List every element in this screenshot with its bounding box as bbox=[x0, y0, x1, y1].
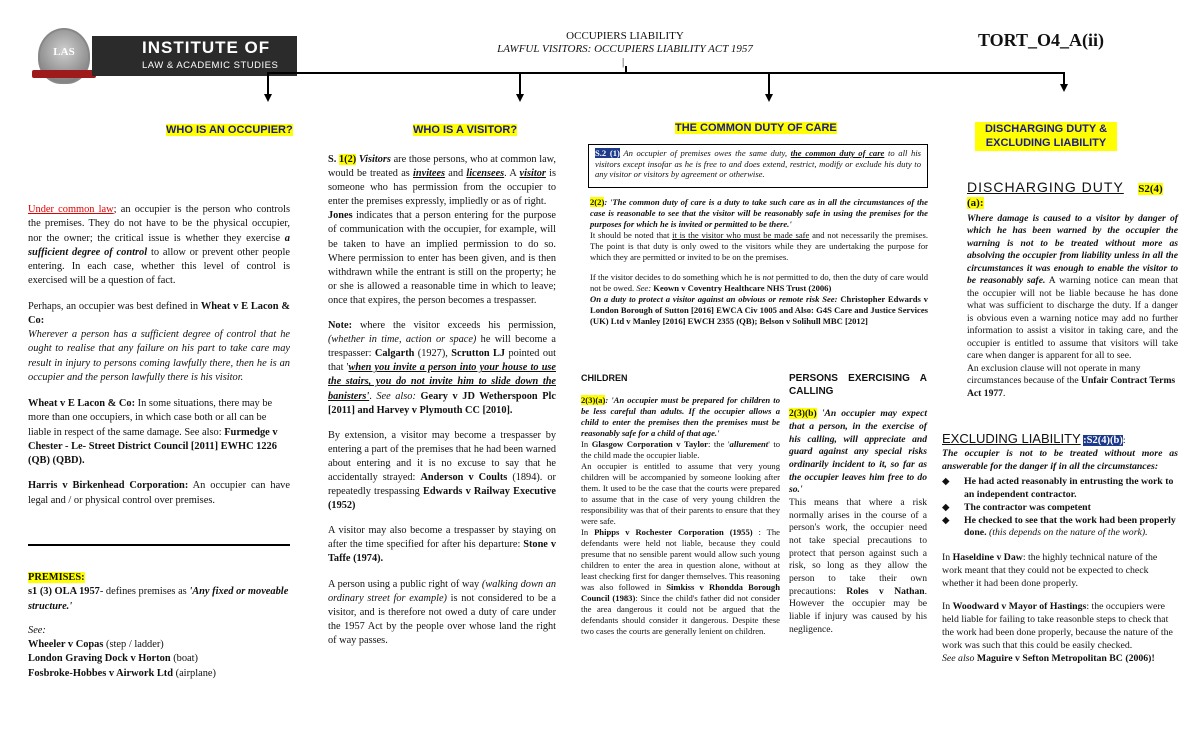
premises-case-1: Wheeler v Copas (step / ladder) bbox=[28, 639, 164, 650]
connector-horizontal bbox=[267, 72, 1064, 74]
bullet-item: ◆ He had acted reasonably in entrusting the work to an independent contractor. bbox=[942, 475, 1174, 500]
premises-case-3: Fosbroke-Hobbes v Airwork Ltd (airplane) bbox=[28, 667, 216, 679]
header-divider: | bbox=[622, 56, 625, 68]
occupier-harris: Harris v Birkenhead Corporation: An occupier can have legal and / or physical control over premises. bbox=[28, 480, 290, 506]
logo-line1: INSTITUTE OF bbox=[142, 38, 271, 57]
column-divider bbox=[28, 544, 290, 546]
doc-code: TORT_O4_A(ii) bbox=[978, 30, 1105, 50]
arrow-head-4 bbox=[1060, 84, 1068, 92]
arrow-line-4 bbox=[1063, 72, 1065, 84]
premises-section bbox=[28, 571, 290, 681]
duty-visitor-safe: It should be noted that it is the visitor who must be made safe and not necessarily the premises. The point is that duty is only owed to the visitors while they are undertaking the purpose for which they are permitted or invited to be on the premises. bbox=[590, 230, 928, 262]
column-visitor bbox=[328, 153, 556, 659]
calling-section bbox=[789, 372, 927, 636]
heading-common-duty: THE COMMON DUTY OF CARE bbox=[675, 122, 837, 134]
common-duty-text bbox=[590, 197, 928, 331]
discharging-ucta: An exclusion clause will not operate in many circumstances because of the Unfair Contract Terms Act 1977. bbox=[967, 362, 1176, 399]
children-glasgow: In Glasgow Corporation v Taylor: the 'allurement' to the child made the occupier liable. bbox=[581, 438, 780, 460]
premises-definition: s1 (3) OLA 1957- defines premises as 'Any fixed or moveable structure.' bbox=[28, 586, 289, 612]
occupier-definition: Under common law; an occupier is the person who controls the premises. They do not have to be the physical occupier, nor the owner; the critical issue is whether they exercise a sufficient degree of control to allow or prevent other people entering. In each case, whether this level of control is exercised will be a question of fact. bbox=[28, 204, 290, 287]
heading-discharging: DISCHARGING DUTY & EXCLUDING LIABILITY bbox=[975, 122, 1117, 151]
arrow-line-1 bbox=[267, 72, 269, 94]
calling-roles: This means that where a risk normally arises in the course of a person's work, the occupier need not take special precautions to protect that person against such a risk, so long as they allow the person to take their own precautions: Roles v Nathan. However the occupier may be liable if injury was caused by his negligence. bbox=[789, 496, 927, 635]
diamond-icon: ◆ bbox=[942, 514, 950, 526]
excluding-ref: :S2(4)(b) bbox=[1083, 435, 1123, 446]
calling-2-3-b: 2(3)(b) 'An occupier may expect that a person, in the exercise of his calling, will appreciate and guard against any special risks ordinarily incident to it, so far as the occupier leaves him free to do so.' bbox=[789, 408, 927, 496]
visitor-right-of-way: A person using a public right of way (walking down an ordinary street for example) is not considered to be a visitor, and is therefore not owed a duty of care under the 1957 Act by the people over whose land the right of way passes. bbox=[328, 578, 557, 646]
excluding-woodward: In Woodward v Mayor of Hastings: the occupiers were held liable for failing to take reasonble steps to check that the work had been done properly, because the nature of the work was such that this could be easily checked. bbox=[942, 601, 1173, 651]
discharging-title: DISCHARGING DUTY bbox=[967, 179, 1124, 195]
excluding-section bbox=[942, 430, 1178, 666]
excluding-intro: The occupier is not to be treated without more as answerable for the danger if in all the circumstances: bbox=[942, 447, 1178, 472]
excluding-title: EXCLUDING LIABILITY bbox=[942, 431, 1081, 446]
arrow-line-3 bbox=[768, 72, 770, 94]
logo-ribbon bbox=[32, 70, 96, 78]
visitor-jones: Jones indicates that a person entering for the purpose of communication with the occupier, for example, will be taken to have an implied permission to do so. Where permission to enter has been given, and is then withdrawn while the entrant is still on the property; he or she is allowed a reasonable time in which to leave; once that expires, the person becomes a trespasser. bbox=[328, 210, 556, 306]
visitor-stays: A visitor may also become a trespasser by staying on after the time specified for after his departure: Stone v Taffe (1974). bbox=[328, 525, 556, 565]
excluding-maguire: See also Maguire v Sefton Metropolitan BC (2006)! bbox=[942, 652, 1155, 664]
children-section bbox=[581, 373, 780, 641]
occupier-multiple: Wheat v E Lacon & Co: In some situations, there may be more than one occupiers, in which case both or all can be liable in respect of the same damage. See also: Furmedge v Chester - Le- Street District Council [2011] EWHC 1226 (QB) (QBD). bbox=[28, 398, 278, 466]
excluding-title-row: EXCLUDING LIABILITY :S2(4)(b): bbox=[942, 431, 1126, 446]
arrow-line-2 bbox=[519, 72, 521, 94]
children-accompanied: An occupier is entitled to assume that very young children will be accompanied by someone looking after them. It used to be the case that the courts were prepared to assume that in the case of very young children the responsibility was that of their parents to ensure that they were safe. bbox=[581, 460, 780, 526]
doc-title: OCCUPIERS LIABILITY bbox=[566, 30, 684, 42]
bullet-item: ◆ The contractor was competent bbox=[942, 501, 1091, 513]
calling-heading: PERSONS EXERCISING A CALLING bbox=[789, 373, 927, 398]
discharging-ref: S2(4)(a): bbox=[967, 183, 1163, 210]
duty-not-permitted: If the visitor decides to do something which he is not permitted to do, then the duty of care would not be owed. See: Keown v Coventry Healthcare NHS Trust (2006) bbox=[590, 272, 929, 293]
discharging-section bbox=[967, 178, 1178, 400]
logo-line2: LAW & ACADEMIC STUDIES bbox=[142, 60, 279, 71]
discharging-title-row bbox=[967, 178, 1178, 211]
duty-box-ref: S.2 (1) bbox=[595, 148, 620, 158]
visitor-warned: By extension, a visitor may become a trespasser by entering a part of the premises that he had been warned about entering and it is no excuse to say that he accidentally strayed: Anderson v Coults (1894). or repeatedly trespassing Edwards v Railway Executive (1952) bbox=[328, 429, 556, 512]
discharging-text: Where damage is caused to a visitor by danger of which he has been warned by the occupier the warning is not to be treated without more as absolving the occupier from liability unless in all the circumstances it was enough to enable the visitor to be reasonably safe. A warning notice can mean that the occupier will not be liable because he has done what was sufficient to discharge the duty. If a danger is obvious even a warning notice may add no further information to assist a visitor in taking care, and the occupier is entitled to assume that visitors will take care when danger is apparent for all to see. bbox=[967, 212, 1178, 362]
duty-box: S.2 (1) An occupier of premises owes the same duty, the common duty of care to all his visitors except insofar as he is free to and does extend, restrict, modify or exclude his duty to any visitor or visitors by agreement or otherwise. bbox=[588, 144, 928, 188]
column-occupier bbox=[28, 203, 290, 519]
duty-obvious-risk: On a duty to protect a visitor against an obvious or remote risk See: Christopher Edwards v London Borough of Sutton [2016] EWCA Civ 1005 and Also: G4S Care and Justice Services (UK) Ltd v Manley [2016] EWCH 2355 (QB); Belson v Solihull MBC [2012] bbox=[590, 294, 928, 326]
heading-visitor: WHO IS A VISITOR? bbox=[413, 124, 518, 136]
logo bbox=[32, 26, 302, 88]
bullet-item: ◆ He checked to see that the work had been properly done. (this depends on the nature of the work). bbox=[942, 514, 1176, 539]
premises-see: See: bbox=[28, 624, 46, 636]
arrow-head-2 bbox=[516, 94, 524, 102]
children-phipps: In Phipps v Rochester Corporation (1955) : The defendants were held not liable, because they could presume that no sensible parent would allow such young children to enter the area in question alone, without at least checking first for danger themselves. This reasoning was also followed in Simkiss v Rhondda Borough Council (1983): Since the child's father did not consider the area dangerous it could not be argued that the defendants should consider it dangerous. Despite these two cases the courts are generally lenient on children. bbox=[581, 526, 780, 636]
premises-case-2: London Graving Dock v Horton (boat) bbox=[28, 653, 199, 665]
diamond-icon: ◆ bbox=[942, 501, 950, 513]
excluding-bullets bbox=[942, 476, 1178, 541]
visitor-exceeds: Note: where the visitor exceeds his permission, (whether in time, action or space) he will become a trespasser: Calgarth (1927), Scrutton LJ pointed out that 'when you invite a person into your house to use the stairs, you do not invite him to slide down the banisters'. See also: Geary v JD Wetherspoon Plc [2011] and Harvey v Plymouth CC [2010]. bbox=[328, 320, 556, 416]
diamond-icon: ◆ bbox=[942, 475, 950, 487]
premises-label: PREMISES: bbox=[28, 572, 85, 583]
heading-occupier: WHO IS AN OCCUPIER? bbox=[166, 124, 293, 136]
occupier-wheat: Perhaps, an occupier was best defined in Wheat v E Lacon & Co: Wherever a person has a sufficient degree of control that he ought to realise that any failure on his part to take care may result in injury to persons coming lawfully there, then he is an occupier and the person lawfully there is his visitor. bbox=[28, 300, 290, 383]
children-2-3-a: 2(3)(a): 'An occupier must be prepared for children to be less careful than adults. If the occupier allows a child to enter the premises then the premises must be reasonably safe for a child of that age.' bbox=[581, 394, 780, 438]
visitor-definition: S. 1(2) Visitors are those persons, who at common law, would be treated as invitees and licensees. A visitor is someone who has permission from the occupier to enter the premises expressly, impliedly or as of right. bbox=[328, 154, 556, 208]
logo-badge-text: LAS bbox=[53, 46, 75, 58]
children-heading: CHILDREN bbox=[581, 373, 628, 383]
arrow-head-3 bbox=[765, 94, 773, 102]
arrow-head-1 bbox=[264, 94, 272, 102]
excluding-haseldine: In Haseldine v Daw: the highly technical nature of the work meant that they could not be expected to check whether it had been done properly. bbox=[942, 552, 1158, 590]
duty-2-2: 2(2): 'The common duty of care is a duty to take such care as in all the circumstances of the case is reasonable to see that the visitor will be reasonably safe in using the premises for the purposes for which he is invited or permitted to be there.' bbox=[590, 197, 928, 229]
doc-subtitle: LAWFUL VISITORS: OCCUPIERS LIABILITY ACT 1957 bbox=[497, 43, 753, 55]
connector-center bbox=[625, 66, 627, 73]
